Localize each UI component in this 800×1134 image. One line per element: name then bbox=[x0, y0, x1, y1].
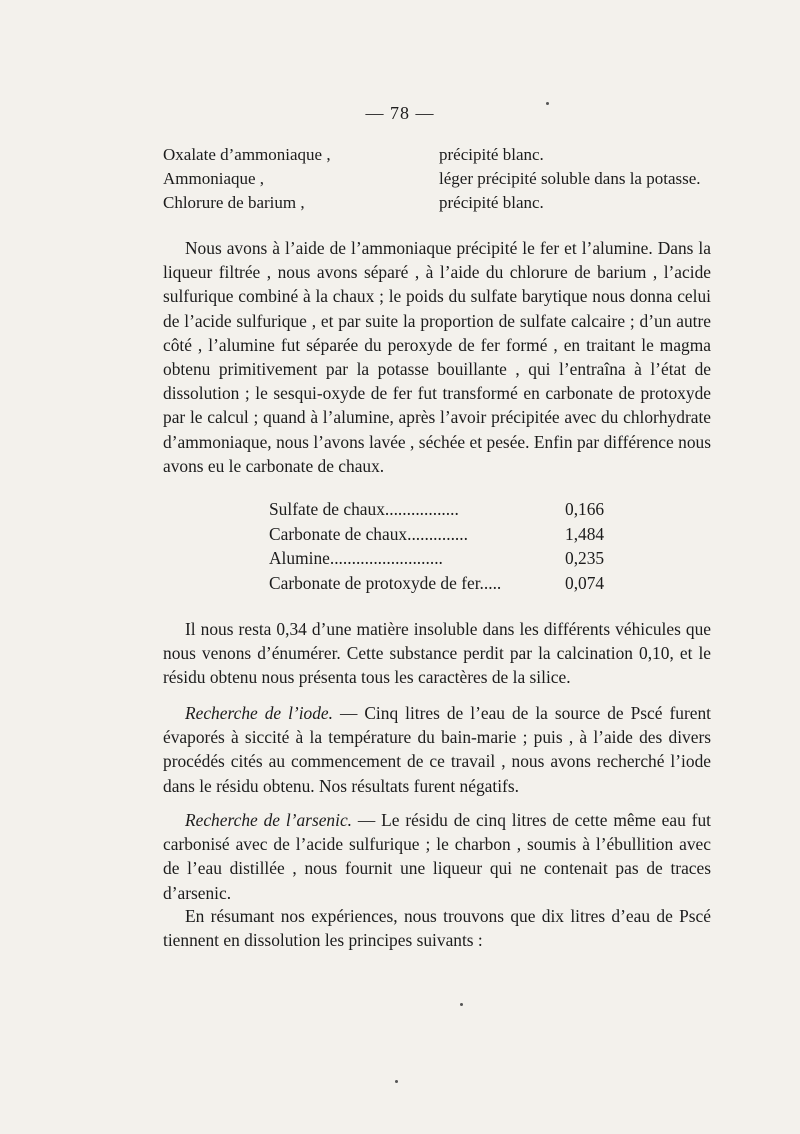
composition-row bbox=[269, 497, 604, 522]
reagent-result: précipité blanc. bbox=[439, 193, 544, 212]
reagent-row bbox=[163, 143, 701, 167]
paragraph-iodine bbox=[163, 701, 711, 798]
paper-speck bbox=[460, 1003, 463, 1006]
paper-speck bbox=[395, 1080, 398, 1083]
arsenic-heading: Recherche de l’arsenic. bbox=[185, 810, 353, 830]
composition-value: 0,235 bbox=[565, 548, 605, 569]
composition-value: 1,484 bbox=[565, 523, 605, 544]
reagent-name: Oxalate d’ammoniaque , bbox=[163, 145, 331, 164]
composition-label: Carbonate de chaux.............. bbox=[269, 523, 468, 544]
composition-label: Alumine.......................... bbox=[269, 548, 443, 569]
reagent-name: Chlorure de barium , bbox=[163, 193, 305, 212]
paragraph-summary-text: En résumant nos expériences, nous trouvons que dix litres d’eau de Pscé tiennent en dissolution les principes suivants : bbox=[163, 906, 711, 951]
page-number: — 78 — bbox=[365, 103, 435, 123]
composition-row bbox=[269, 546, 604, 571]
composition-row bbox=[269, 571, 604, 596]
iodine-heading: Recherche de l’iode. bbox=[185, 703, 333, 723]
paragraph-silica bbox=[163, 617, 711, 690]
composition-value: 0,074 bbox=[565, 572, 605, 593]
reagent-name: Ammoniaque , bbox=[163, 169, 265, 188]
reagent-result: précipité blanc. bbox=[439, 145, 544, 164]
paragraph-silica-text: Il nous resta 0,34 d’une matière insoluble dans les différents véhicules que nous venons d’énumérer. Cette substance perdit par la calcination 0,10, et le résidu obtenu nous présenta tous les caractères de la silice. bbox=[163, 619, 711, 688]
reagent-row bbox=[163, 167, 701, 191]
paragraph-arsenic-text: — Le résidu de cinq litres de cette même eau fut carbonisé avec de l’acide sulfurique ; le charbon , soumis à l’ébullition avec de l’eau distillée , nous fournit une liqueur qui ne contenait pas de traces d’arsenic. bbox=[163, 810, 711, 903]
paper-speck bbox=[546, 102, 549, 105]
composition-label: Sulfate de chaux................. bbox=[269, 499, 459, 519]
composition-row bbox=[269, 522, 604, 547]
paragraph-summary bbox=[163, 904, 711, 952]
paragraph-iodine-text: — Cinq litres de l’eau de la source de Pscé furent évaporés à siccité à la température du bain-marie ; puis , à l’aide des divers procédés cités au commencement de ce travail , nous avons recherché l’iode dans le résidu obtenu. Nos résultats furent négatifs. bbox=[163, 703, 711, 796]
paragraph-arsenic bbox=[163, 808, 711, 905]
reagent-result: léger précipité soluble dans la potasse. bbox=[439, 169, 701, 188]
paragraph-analysis bbox=[163, 236, 711, 478]
composition-table bbox=[269, 497, 604, 595]
composition-label: Carbonate de protoxyde de fer..... bbox=[269, 572, 502, 593]
reagent-row bbox=[163, 191, 701, 215]
paragraph-analysis-text: Nous avons à l’aide de l’ammoniaque précipité le fer et l’alumine. Dans la liqueur filtrée , nous avons séparé , à l’aide du chlorure de barium , l’acide sulfurique combiné à la chaux ; le poids du sulfate barytique nous donna celui de l’acide sulfurique , et par suite la proportion de sulfate calcaire ; d’un autre côté , l’alumine fut séparée du peroxyde de fer formé , en traitant le magma obtenu primitivement par la potasse bouillante , qui l’entraîna à l’état de dissolution ; le sesqui-oxyde de fer fut transformé en carbonate de protoxyde par le calcul ; quand à l’alumine, après l’avoir précipitée avec du chlorhydrate d’ammoniaque, nous l’avons lavée , séchée et pesée. Enfin par différence nous avons eu le carbonate de chaux. bbox=[163, 238, 711, 476]
reagent-results bbox=[163, 143, 701, 215]
composition-value: 0,166 bbox=[565, 499, 605, 519]
